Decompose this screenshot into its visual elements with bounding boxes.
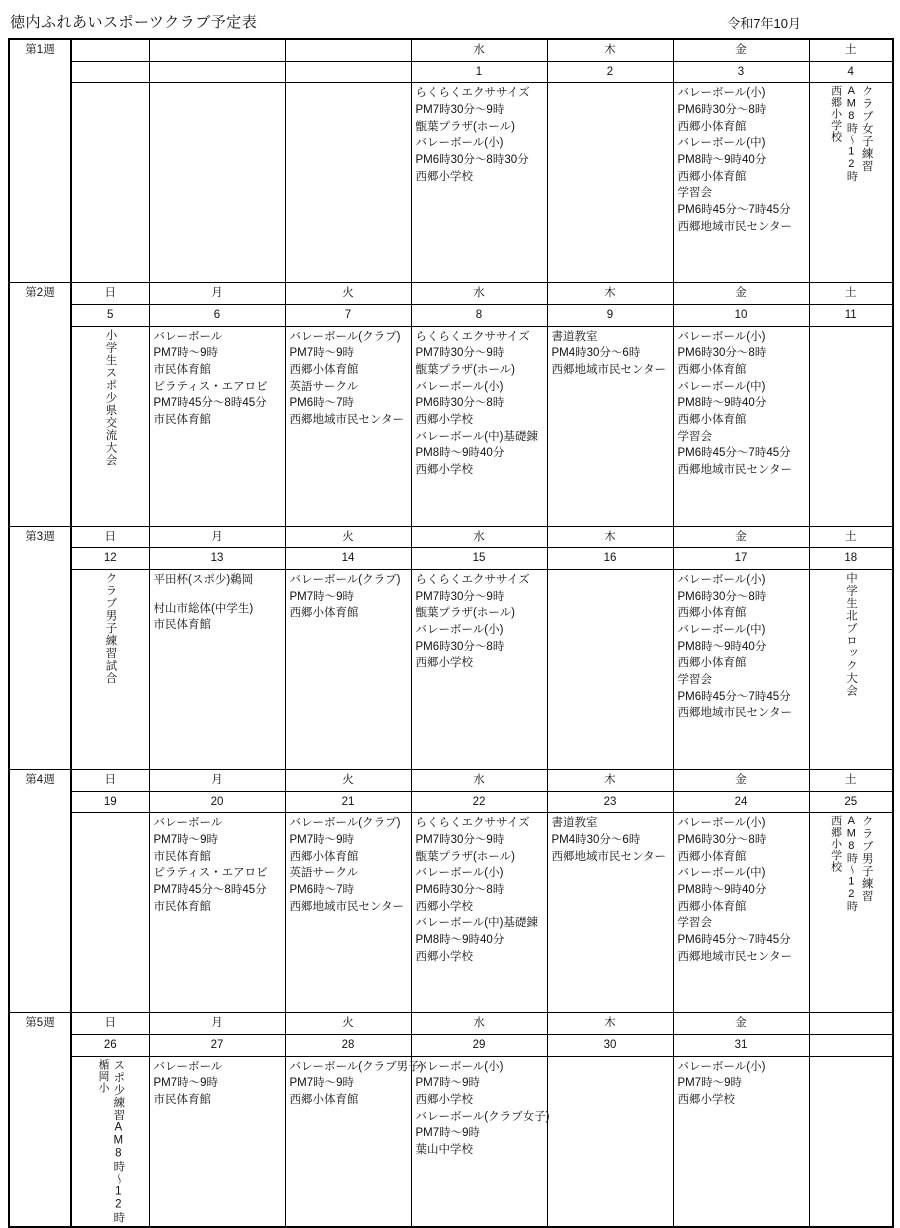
day-number-mon[interactable] <box>149 61 285 83</box>
vertical-text-line: AM8時～12時 <box>845 85 858 183</box>
event-line: バレーボール(小) <box>677 87 766 100</box>
day-number-sun[interactable]: 19 <box>71 791 149 813</box>
vertical-text-line: スポ少練習AM8時～12時 <box>112 1058 125 1224</box>
event-line: PM6時30分～8時 <box>677 347 767 360</box>
day-number-sun[interactable]: 26 <box>71 1035 149 1057</box>
event-cell-sun[interactable] <box>71 570 149 770</box>
dow-header-wed: 水 <box>411 1013 547 1035</box>
event-cell-thu[interactable] <box>547 83 673 283</box>
event-line: 西郷地域市民センター <box>551 850 667 863</box>
dow-header-fri: 金 <box>673 770 809 792</box>
event-line: 西郷小学校 <box>415 464 473 477</box>
week-label: 第3週 <box>9 526 71 769</box>
event-line: PM7時～9時 <box>677 1077 743 1090</box>
day-number-sun[interactable] <box>71 61 149 83</box>
event-line: 西郷地域市民センター <box>677 950 793 963</box>
event-spacer <box>154 589 281 601</box>
event-line: 西郷小体育館 <box>677 900 747 913</box>
day-number-sat[interactable] <box>809 1035 893 1057</box>
event-cell-wed[interactable] <box>411 1056 550 1227</box>
day-number-sat[interactable]: 18 <box>809 548 893 570</box>
dow-header-fri: 金 <box>673 283 809 305</box>
vertical-text-line: 西郷小学校 <box>829 815 842 873</box>
event-line: PM7時30分～9時 <box>415 347 505 360</box>
event-line: PM6時30分～8時 <box>677 104 767 117</box>
event-line: 甑葉プラザ(ホール) <box>415 364 515 377</box>
vertical-text-group <box>814 85 889 280</box>
day-number-fri[interactable]: 10 <box>673 305 809 327</box>
week-events-row <box>9 1056 893 1227</box>
event-line: PM7時～9時 <box>415 1077 481 1090</box>
dow-header-sat: 土 <box>809 283 893 305</box>
event-line: PM8時～9時40分 <box>677 884 767 897</box>
vertical-text-group <box>76 329 145 524</box>
event-line: PM8時～9時40分 <box>677 640 767 653</box>
week-daynum-row <box>9 548 893 570</box>
event-line: PM6時30分～8時30分 <box>415 154 529 167</box>
event-line: 西郷小体育館 <box>677 657 747 670</box>
event-line: バレーボール(中) <box>677 380 766 393</box>
event-line: バレーボール(中) <box>677 137 766 150</box>
event-line: 市民体育館 <box>153 364 211 377</box>
day-number-wed[interactable]: 15 <box>411 548 547 570</box>
dow-header-mon: 月 <box>149 526 285 548</box>
event-line: バレーボール(小) <box>677 1060 766 1073</box>
event-line: バレーボール(小) <box>677 817 766 830</box>
event-line: バレーボール(中)基礎錬 <box>415 430 538 443</box>
event-line: 西郷地域市民センター <box>289 414 405 427</box>
dow-header-tue: 火 <box>285 526 411 548</box>
event-line: 西郷小体育館 <box>677 170 747 183</box>
event-cell-tue[interactable] <box>285 570 411 770</box>
event-line: PM7時～9時 <box>289 834 355 847</box>
event-line: らくらくエクササイズ <box>415 87 530 100</box>
event-line: 西郷小学校 <box>415 950 473 963</box>
event-line: PM7時～9時 <box>415 1127 481 1140</box>
day-number-sat[interactable]: 4 <box>809 61 893 83</box>
day-number-fri[interactable]: 31 <box>673 1035 809 1057</box>
event-cell-mon[interactable] <box>149 1056 285 1227</box>
event-line: 市民体育館 <box>153 414 211 427</box>
event-line: PM6時～7時 <box>289 397 355 410</box>
event-line: バレーボール(クラブ) <box>289 574 401 587</box>
dow-header-fri: 金 <box>673 1013 809 1035</box>
event-line: PM8時～9時40分 <box>677 154 767 167</box>
dow-header-thu: 木 <box>547 526 673 548</box>
event-cell-tue[interactable] <box>285 1056 424 1227</box>
vertical-text-group <box>76 1059 145 1224</box>
event-line: らくらくエクササイズ <box>415 330 530 343</box>
dow-header-sun: 日 <box>71 1013 149 1035</box>
event-line: ピラティス・エアロビ <box>153 380 268 393</box>
event-line: ピラティス・エアロビ <box>153 867 268 880</box>
day-number-tue[interactable]: 7 <box>285 305 411 327</box>
event-line: PM7時～9時 <box>289 590 355 603</box>
dow-header-thu: 木 <box>547 770 673 792</box>
day-number-thu[interactable]: 23 <box>547 791 673 813</box>
event-cell-sat[interactable] <box>809 813 893 1013</box>
week-daynum-row <box>9 791 893 813</box>
day-number-tue[interactable] <box>285 61 411 83</box>
week-dow-row <box>9 526 893 548</box>
vertical-text-line: クラブ男子練習 <box>860 815 873 903</box>
event-line: PM4時30分～6時 <box>551 347 641 360</box>
event-line: PM6時30分～8時 <box>677 590 767 603</box>
vertical-text-group <box>814 572 889 767</box>
event-line: 学習会 <box>677 674 712 687</box>
event-line: PM8時～9時40分 <box>677 397 767 410</box>
event-cell-tue[interactable] <box>285 326 411 526</box>
event-line: 西郷小学校 <box>415 900 473 913</box>
dow-header-tue: 火 <box>285 770 411 792</box>
event-line: 西郷小体育館 <box>677 850 747 863</box>
day-number-sun[interactable]: 12 <box>71 548 149 570</box>
event-line: 西郷小体育館 <box>289 607 359 620</box>
dow-header-wed: 水 <box>411 770 547 792</box>
dow-header-fri: 金 <box>673 39 809 61</box>
vertical-text-group <box>814 815 889 1010</box>
event-cell-tue[interactable] <box>285 83 411 283</box>
week-events-row <box>9 570 893 770</box>
event-cell-mon[interactable] <box>149 83 285 283</box>
event-line: 甑葉プラザ(ホール) <box>415 850 515 863</box>
week-daynum-row <box>9 1035 893 1057</box>
event-cell-wed[interactable] <box>411 813 547 1013</box>
event-cell-fri[interactable] <box>673 570 809 770</box>
week-label: 第1週 <box>9 39 71 283</box>
day-number-mon[interactable]: 20 <box>149 791 285 813</box>
day-number-mon[interactable]: 13 <box>149 548 285 570</box>
event-line: 学習会 <box>677 187 712 200</box>
day-number-thu[interactable]: 2 <box>547 61 673 83</box>
event-line: バレーボール(クラブ) <box>289 330 401 343</box>
event-line: PM7時～9時 <box>289 347 355 360</box>
vertical-text-line: 西郷小学校 <box>829 85 842 143</box>
event-cell-sat[interactable] <box>809 570 893 770</box>
day-number-tue[interactable]: 28 <box>285 1035 411 1057</box>
event-line: PM7時～9時 <box>153 834 219 847</box>
week-daynum-row <box>9 305 893 327</box>
dow-header-sun <box>71 39 149 61</box>
event-cell-mon[interactable] <box>149 326 285 526</box>
event-line: PM6時45分～7時45分 <box>677 690 791 703</box>
event-line: 西郷小体育館 <box>677 607 747 620</box>
event-line: らくらくエクササイズ <box>415 817 530 830</box>
event-line: バレーボール(小) <box>415 867 504 880</box>
event-line: PM6時30分～8時 <box>677 834 767 847</box>
event-cell-thu[interactable] <box>547 326 673 526</box>
event-line: 西郷小学校 <box>415 170 473 183</box>
dow-header-thu: 木 <box>547 1013 673 1035</box>
event-line: 西郷小体育館 <box>289 364 359 377</box>
event-line: PM8時～9時40分 <box>415 934 505 947</box>
vertical-text-line: AM8時～12時 <box>845 815 858 913</box>
week-events-row <box>9 326 893 526</box>
event-cell-thu[interactable] <box>547 813 673 1013</box>
dow-header-wed: 水 <box>411 283 547 305</box>
dow-header-mon <box>149 39 285 61</box>
dow-header-sat: 土 <box>809 526 893 548</box>
event-line: バレーボール(小) <box>415 1060 504 1073</box>
vertical-text-line: 楯岡小 <box>96 1058 109 1094</box>
dow-header-fri: 金 <box>673 526 809 548</box>
event-line: バレーボール(小) <box>677 330 766 343</box>
dow-header-sat: 土 <box>809 770 893 792</box>
dow-header-thu: 木 <box>547 283 673 305</box>
event-line: らくらくエクササイズ <box>415 574 530 587</box>
event-cell-sat[interactable] <box>809 1056 893 1227</box>
day-number-thu[interactable]: 16 <box>547 548 673 570</box>
event-line: 西郷小学校 <box>415 657 473 670</box>
document-header <box>10 8 892 32</box>
event-cell-mon[interactable] <box>149 570 285 770</box>
event-line: 学習会 <box>677 430 712 443</box>
event-line: 西郷地域市民センター <box>677 220 793 233</box>
event-cell-thu[interactable] <box>547 1056 673 1227</box>
dow-header-mon: 月 <box>149 770 285 792</box>
event-cell-sat[interactable] <box>809 83 893 283</box>
day-number-fri[interactable]: 17 <box>673 548 809 570</box>
dow-header-sun: 日 <box>71 770 149 792</box>
week-dow-row <box>9 283 893 305</box>
event-line: 書道教室 <box>551 330 598 343</box>
day-number-thu[interactable]: 30 <box>547 1035 673 1057</box>
event-cell-sun[interactable] <box>71 1056 149 1227</box>
dow-header-tue: 火 <box>285 283 411 305</box>
event-line: 村山市総体(中学生) <box>153 602 254 615</box>
vertical-text-group <box>76 572 145 767</box>
event-line: 西郷小体育館 <box>289 850 359 863</box>
event-line: 西郷地域市民センター <box>289 900 405 913</box>
event-line: 市民体育館 <box>153 900 211 913</box>
day-number-fri[interactable]: 24 <box>673 791 809 813</box>
event-cell-tue[interactable] <box>285 813 411 1013</box>
event-cell-thu[interactable] <box>547 570 673 770</box>
vertical-text-line: 中学生北ブロック大会 <box>844 572 857 698</box>
event-line: バレーボール(中)基礎錬 <box>415 917 538 930</box>
event-line: 西郷地域市民センター <box>677 464 793 477</box>
event-line: 西郷地域市民センター <box>551 364 667 377</box>
day-number-wed[interactable]: 1 <box>411 61 547 83</box>
event-line: PM8時～9時40分 <box>415 447 505 460</box>
event-line: 学習会 <box>677 917 712 930</box>
event-line: 英語サークル <box>289 380 359 393</box>
event-line: 甑葉プラザ(ホール) <box>415 607 515 620</box>
day-number-wed[interactable]: 8 <box>411 305 547 327</box>
day-number-sun[interactable]: 5 <box>71 305 149 327</box>
day-number-fri[interactable]: 3 <box>673 61 809 83</box>
event-line: バレーボール <box>153 817 223 830</box>
event-line: 西郷小学校 <box>677 1094 735 1107</box>
dow-header-thu: 木 <box>547 39 673 61</box>
week-daynum-row <box>9 61 893 83</box>
vertical-text-line: クラブ男子練習試合 <box>104 572 117 685</box>
event-line: PM7時～9時 <box>153 347 219 360</box>
week-dow-row <box>9 1013 893 1035</box>
dow-header-tue <box>285 39 411 61</box>
event-line: PM6時45分～7時45分 <box>677 934 791 947</box>
week-label: 第2週 <box>9 283 71 526</box>
dow-header-sat: 土 <box>809 39 893 61</box>
event-line: 甑葉プラザ(ホール) <box>415 120 515 133</box>
event-line: 市民体育館 <box>153 1094 211 1107</box>
event-line: PM6時45分～7時45分 <box>677 204 791 217</box>
day-number-mon[interactable]: 6 <box>149 305 285 327</box>
event-line: バレーボール(クラブ男子) <box>289 1060 424 1073</box>
event-line: バレーボール(クラブ女子) <box>415 1110 550 1123</box>
day-number-sat[interactable]: 11 <box>809 305 893 327</box>
event-line: PM4時30分～6時 <box>551 834 641 847</box>
event-line: バレーボール(小) <box>677 574 766 587</box>
event-cell-sat[interactable] <box>809 326 893 526</box>
vertical-text-line: 小学生スポ少県交流大会 <box>104 328 117 467</box>
event-line: 市民体育館 <box>153 619 211 632</box>
event-line: バレーボール(小) <box>415 380 504 393</box>
event-cell-fri[interactable] <box>673 813 809 1013</box>
dow-header-sat <box>809 1013 893 1035</box>
page-title: 徳内ふれあいスポーツクラブ予定表 <box>10 14 258 31</box>
event-cell-wed[interactable] <box>411 83 547 283</box>
event-cell-fri[interactable] <box>673 83 809 283</box>
event-line: PM7時30分～9時 <box>415 104 505 117</box>
event-line: 平田杯(スポ少)鵜岡 <box>153 574 254 587</box>
day-number-wed[interactable]: 29 <box>411 1035 547 1057</box>
week-label: 第5週 <box>9 1013 71 1227</box>
period-label: 令和7年10月 <box>727 16 801 31</box>
dow-header-sun: 日 <box>71 526 149 548</box>
event-line: PM7時30分～9時 <box>415 834 505 847</box>
event-line: PM7時30分～9時 <box>415 590 505 603</box>
event-cell-mon[interactable] <box>149 813 285 1013</box>
event-line: 市民体育館 <box>153 850 211 863</box>
week-events-row <box>9 83 893 283</box>
event-line: バレーボール(クラブ) <box>289 817 401 830</box>
event-line: 葉山中学校 <box>415 1144 473 1157</box>
dow-header-mon: 月 <box>149 283 285 305</box>
event-line: PM7時～9時 <box>289 1077 355 1090</box>
event-line: PM6時30分～8時 <box>415 397 505 410</box>
event-line: PM7時45分～8時45分 <box>153 884 267 897</box>
day-number-wed[interactable]: 22 <box>411 791 547 813</box>
event-line: バレーボール <box>153 330 223 343</box>
week-dow-row <box>9 39 893 61</box>
day-number-tue[interactable]: 21 <box>285 791 411 813</box>
event-line: 西郷小体育館 <box>677 364 747 377</box>
dow-header-wed: 水 <box>411 526 547 548</box>
day-number-thu[interactable]: 9 <box>547 305 673 327</box>
dow-header-mon: 月 <box>149 1013 285 1035</box>
event-line: バレーボール(小) <box>415 137 504 150</box>
event-line: 西郷小体育館 <box>289 1094 359 1107</box>
dow-header-sun: 日 <box>71 283 149 305</box>
event-line: バレーボール(小) <box>415 624 504 637</box>
event-line: 西郷小学校 <box>415 414 473 427</box>
event-line: バレーボール(中) <box>677 867 766 880</box>
event-line: PM6時45分～7時45分 <box>677 447 791 460</box>
dow-header-tue: 火 <box>285 1013 411 1035</box>
event-line: 英語サークル <box>289 867 359 880</box>
event-line: 西郷小体育館 <box>677 414 747 427</box>
event-line: PM7時～9時 <box>153 1077 219 1090</box>
week-dow-row <box>9 770 893 792</box>
event-cell-fri[interactable] <box>673 326 809 526</box>
day-number-sat[interactable]: 25 <box>809 791 893 813</box>
event-line: 書道教室 <box>551 817 598 830</box>
event-line: 西郷地域市民センター <box>677 707 793 720</box>
event-cell-wed[interactable] <box>411 326 547 526</box>
event-line: PM7時45分～8時45分 <box>153 397 267 410</box>
dow-header-wed: 水 <box>411 39 547 61</box>
event-cell-sun[interactable] <box>71 813 149 1013</box>
event-line: PM6時30分～8時 <box>415 884 505 897</box>
event-line: バレーボール <box>153 1060 223 1073</box>
event-line: PM6時30分～8時 <box>415 640 505 653</box>
vertical-text-line: クラブ女子練習 <box>860 85 873 173</box>
day-number-tue[interactable]: 14 <box>285 548 411 570</box>
event-cell-sun[interactable] <box>71 326 149 526</box>
event-line: バレーボール(中) <box>677 624 766 637</box>
schedule-table <box>8 38 894 1228</box>
event-cell-wed[interactable] <box>411 570 547 770</box>
week-label: 第4週 <box>9 770 71 1013</box>
event-cell-sun[interactable] <box>71 83 149 283</box>
week-events-row <box>9 813 893 1013</box>
schedule-body <box>9 39 893 1227</box>
day-number-mon[interactable]: 27 <box>149 1035 285 1057</box>
event-line: 西郷小学校 <box>415 1094 473 1107</box>
event-line: PM6時～7時 <box>289 884 355 897</box>
event-line: 西郷小体育館 <box>677 120 747 133</box>
event-cell-fri[interactable] <box>673 1056 809 1227</box>
